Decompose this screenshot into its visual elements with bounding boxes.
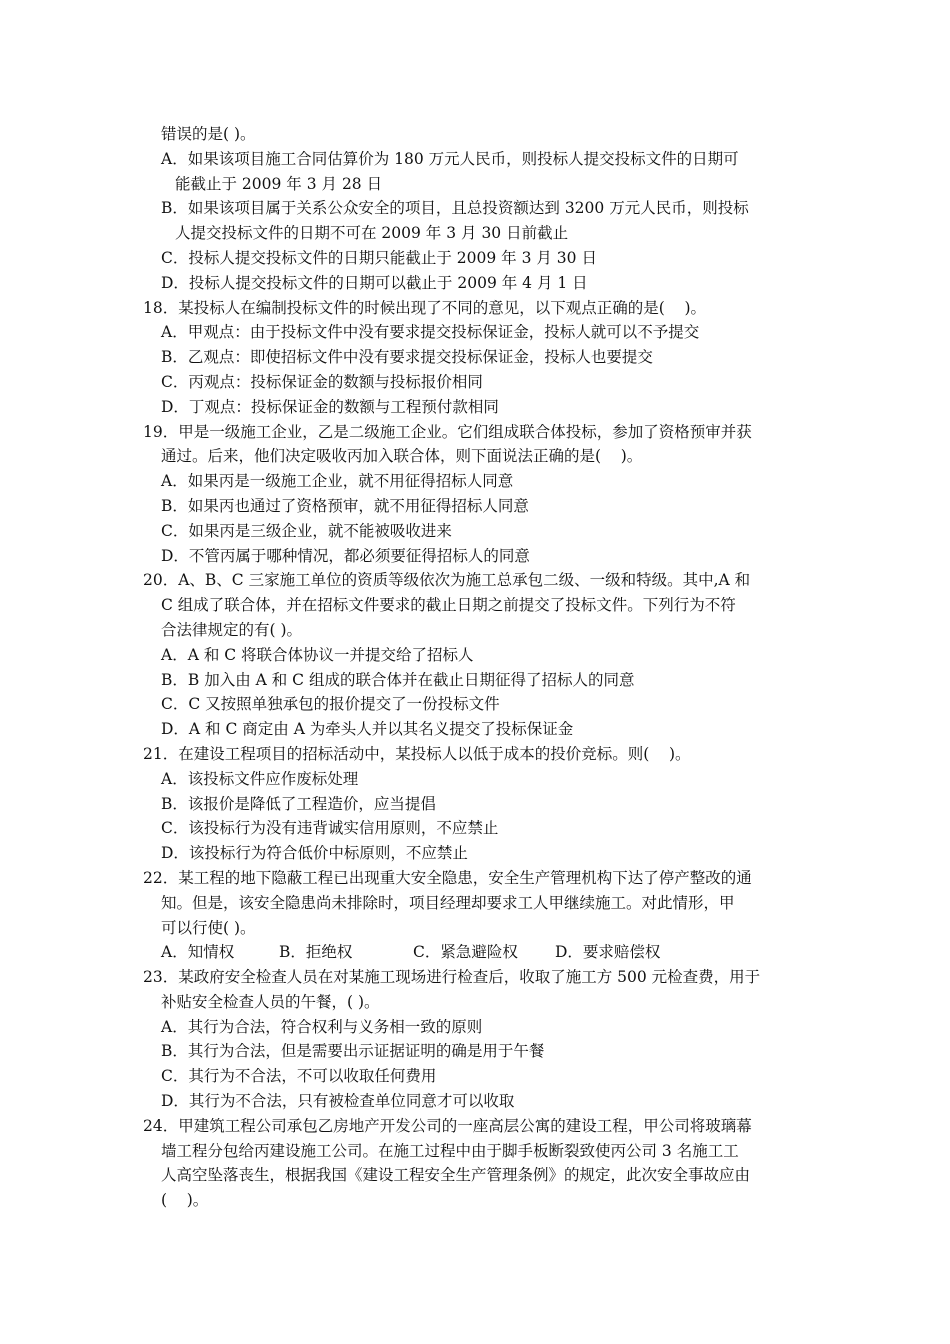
answer-option: D．投标人提交投标文件的日期可以截止于 2009 年 4 月 1 日: [161, 273, 588, 292]
answer-option: D．丁观点：投标保证金的数额与工程预付款相同: [161, 397, 499, 416]
text-line: 人提交投标文件的日期不可在 2009 年 3 月 30 日前截止: [175, 224, 569, 243]
question-stem: 23．某政府安全检查人员在对某施工现场进行检查后，收取了施工方 500 元检查费，用于: [143, 968, 761, 987]
q22-options-row: [143, 940, 803, 965]
answer-option: A．甲观点：由于投标文件中没有要求提交投标保证金，投标人就可以不予提交: [161, 323, 700, 342]
answer-option: A．该投标文件应作废标处理: [161, 769, 359, 788]
answer-option: A．其行为合法，符合权利与义务相一致的原则: [161, 1017, 483, 1036]
text-line: 墙工程分包给丙建设施工公司。在施工过程中由于脚手板断裂致使丙公司 3 名施工工: [161, 1141, 739, 1160]
question-block-bottom: [143, 965, 803, 1213]
answer-option: D．该投标行为符合低价中标原则，不应禁止: [161, 844, 468, 863]
text-line: 可以行使( )。: [161, 918, 256, 937]
text-line: 人高空坠落丧生，根据我国《建设工程安全生产管理条例》的规定，此次安全事故应由: [161, 1166, 751, 1185]
question-block-top: [143, 122, 803, 940]
exam-questions: [143, 122, 803, 1213]
answer-option: B．乙观点：即使招标文件中没有要求提交投标保证金，投标人也要提交: [161, 348, 653, 367]
answer-option: C．丙观点：投标保证金的数额与投标报价相同: [161, 372, 483, 391]
text-line: 能截止于 2009 年 3 月 28 日: [175, 174, 383, 193]
text-line: C 组成了联合体，并在招标文件要求的截止日期之前提交了投标文件。下列行为不符: [161, 596, 736, 615]
question-stem: 21．在建设工程项目的招标活动中，某投标人以低于成本的投价竞标。则( )。: [143, 744, 691, 763]
text-line: 错误的是( )。: [161, 125, 256, 143]
question-stem: 19．甲是一级施工企业，乙是二级施工企业。它们组成联合体投标，参加了资格预审并获: [143, 422, 752, 441]
answer-option: B．如果该项目属于关系公众安全的项目，且总投资额达到 3200 万元人民币，则投标: [161, 199, 749, 218]
answer-option: D．其行为不合法，只有被检查单位同意才可以收取: [161, 1092, 515, 1111]
answer-option: A．如果该项目施工合同估算价为 180 万元人民币，则投标人提交投标文件的日期可: [161, 149, 739, 168]
text-line: 通过。后来，他们决定吸收丙加入联合体，则下面说法正确的是( )。: [161, 447, 643, 466]
question-stem: 24．甲建筑工程公司承包乙房地产开发公司的一座高层公寓的建设工程，甲公司将玻璃幕: [143, 1116, 752, 1135]
answer-option: D．A 和 C 商定由 A 为牵头人并以其名义提交了投标保证金: [161, 720, 574, 739]
q22-option-c: C．紧急避险权: [413, 943, 518, 962]
answer-option: C．该投标行为没有违背诚实信用原则，不应禁止: [161, 819, 499, 838]
question-stem: 18．某投标人在编制投标文件的时候出现了不同的意见，以下观点正确的是( )。: [143, 298, 707, 317]
answer-option: B．其行为合法，但是需要出示证据证明的确是用于午餐: [161, 1042, 545, 1061]
answer-option: C．其行为不合法，不可以收取任何费用: [161, 1067, 437, 1086]
answer-option: A．A 和 C 将联合体协议一并提交给了招标人: [161, 645, 474, 664]
q22-option-d: D．要求赔偿权: [555, 943, 661, 962]
text-line: 知。但是，该安全隐患尚未排除时，项目经理却要求工人甲继续施工。对此情形，甲: [161, 893, 735, 912]
answer-option: A．如果丙是一级施工企业，就不用征得招标人同意: [161, 472, 514, 491]
text-line: ( )。: [161, 1191, 209, 1210]
question-stem: 22．某工程的地下隐蔽工程已出现重大安全隐患，安全生产管理机构下达了停产整改的通: [143, 868, 752, 887]
question-stem: 20．A、B、C 三家施工单位的资质等级依次为施工总承包二级、一级和特级。其中,A 和: [143, 571, 751, 590]
answer-option: D．不管丙属于哪种情况，都必须要征得招标人的同意: [161, 546, 530, 565]
answer-option: C．C 又按照单独承包的报价提交了一份投标文件: [161, 695, 500, 714]
answer-option: B．如果丙也通过了资格预审，就不用征得招标人同意: [161, 496, 529, 515]
q22-option-a: A．知情权: [161, 943, 235, 962]
text-line: 合法律规定的有( )。: [161, 620, 303, 639]
answer-option: C．如果丙是三级企业，就不能被吸收进来: [161, 521, 452, 540]
q22-option-b: B．拒绝权: [279, 943, 353, 962]
answer-option: C．投标人提交投标文件的日期只能截止于 2009 年 3 月 30 日: [161, 248, 597, 267]
answer-option: B．B 加入由 A 和 C 组成的联合体并在截止日期征得了招标人的同意: [161, 670, 635, 689]
answer-option: B．该报价是降低了工程造价，应当提倡: [161, 794, 436, 813]
text-line: 补贴安全检查人员的午餐，( )。: [161, 992, 380, 1011]
